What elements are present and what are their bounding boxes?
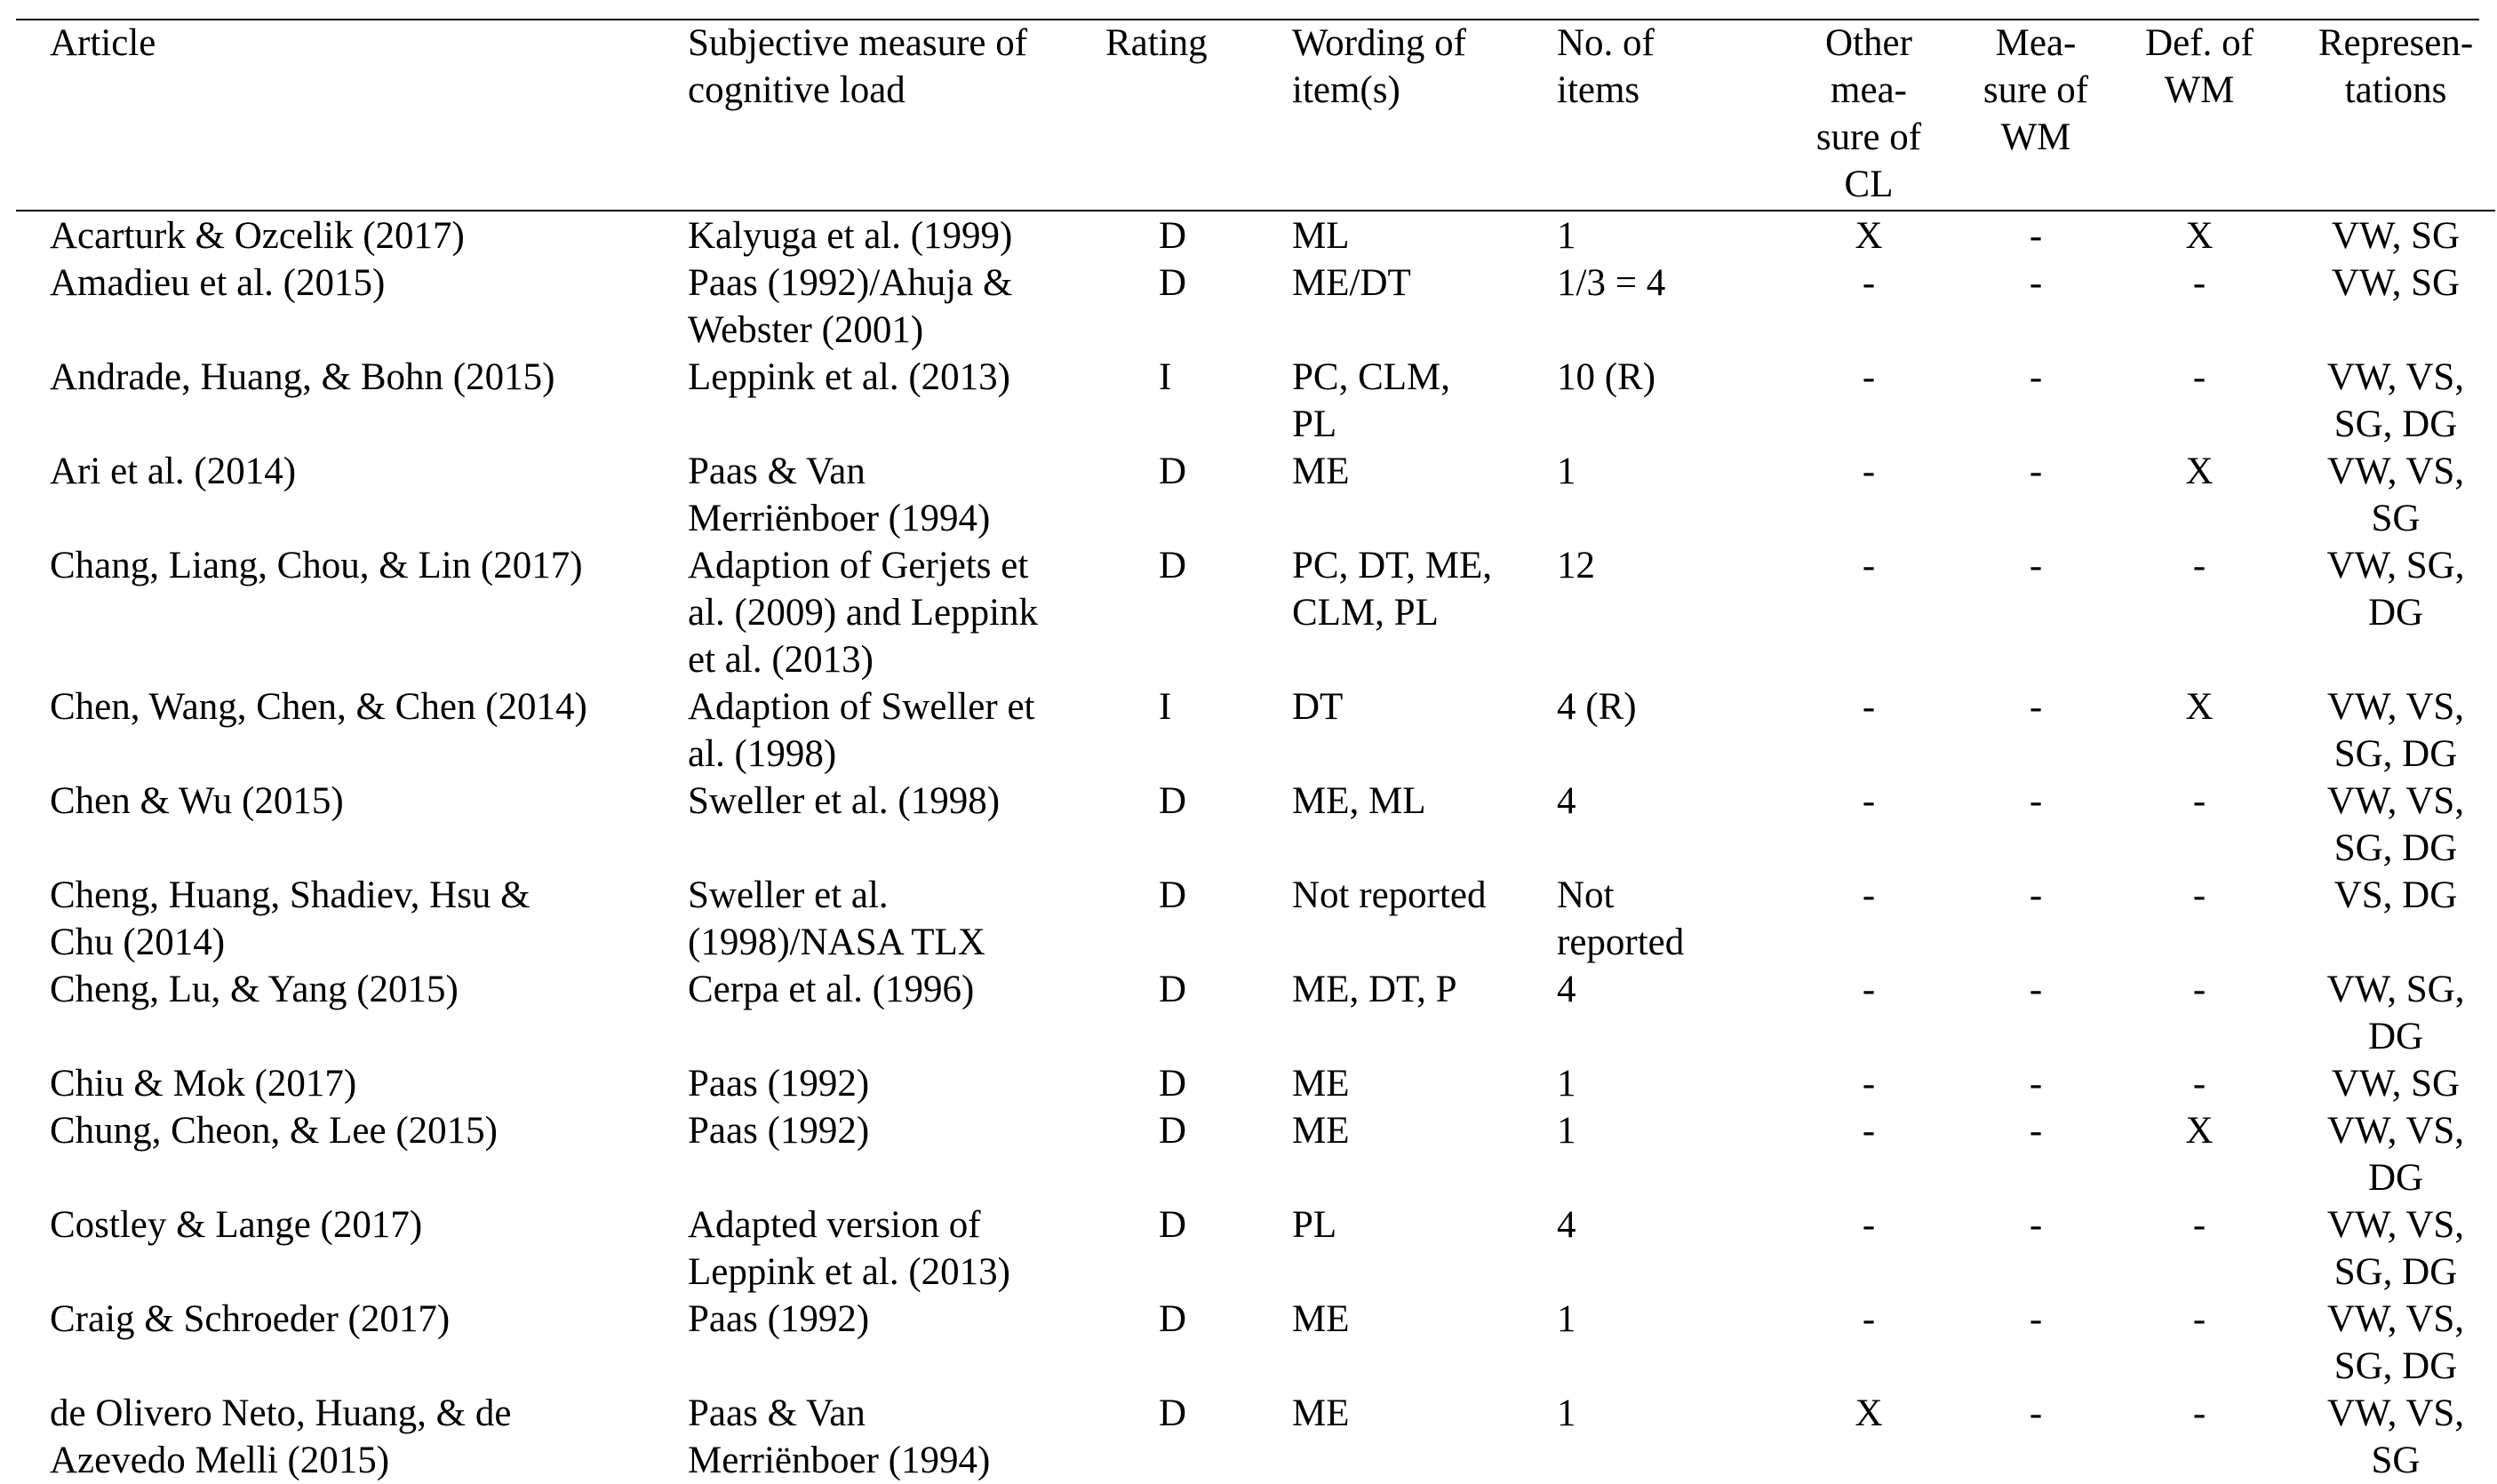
cell-article: Craig & Schroeder (2017) bbox=[50, 1298, 451, 1340]
studies-table bbox=[16, 20, 2497, 1484]
cell-other-measure-cl: X bbox=[1855, 215, 1883, 257]
cell-wording: ME bbox=[1292, 1110, 1350, 1152]
cell-wording: ME, ML bbox=[1292, 780, 1426, 822]
cell-representations: VW, SG, DG bbox=[2326, 545, 2465, 634]
table-row bbox=[16, 448, 2497, 542]
table-row bbox=[16, 210, 2497, 259]
cell-other-measure-cl: - bbox=[1862, 545, 1876, 586]
table-row bbox=[16, 966, 2497, 1060]
cell-no-of-items: 4 (R) bbox=[1557, 686, 1637, 728]
cell-other-measure-cl: X bbox=[1855, 1392, 1883, 1434]
cell-def-wm: - bbox=[2192, 545, 2206, 586]
cell-measure-wm: - bbox=[2029, 356, 2043, 398]
cell-measure-wm: - bbox=[2029, 1110, 2043, 1152]
cell-measure-wm: - bbox=[2029, 969, 2043, 1010]
cell-subjective-measure: Kalyuga et al. (1999) bbox=[688, 215, 1013, 257]
cell-other-measure-cl: - bbox=[1862, 262, 1876, 304]
cell-other-measure-cl: - bbox=[1862, 1110, 1876, 1152]
cell-rating: D bbox=[1159, 1204, 1187, 1246]
cell-other-measure-cl: - bbox=[1862, 1204, 1876, 1246]
cell-representations: VW, VS, SG bbox=[2326, 1392, 2465, 1481]
cell-representations: VS, DG bbox=[2333, 874, 2458, 916]
table-row bbox=[16, 683, 2497, 778]
header-measure-wm: Mea- sure of WM bbox=[1982, 22, 2089, 158]
cell-no-of-items: 1 bbox=[1557, 1298, 1576, 1340]
cell-measure-wm: - bbox=[2029, 1204, 2043, 1246]
table-row bbox=[16, 354, 2497, 448]
cell-article: Chen, Wang, Chen, & Chen (2014) bbox=[50, 686, 587, 728]
cell-rating: D bbox=[1159, 262, 1187, 304]
cell-subjective-measure: Cerpa et al. (1996) bbox=[688, 969, 975, 1010]
cell-rating: I bbox=[1159, 356, 1172, 398]
table-row bbox=[16, 1201, 2497, 1296]
cell-article: Ari et al. (2014) bbox=[50, 451, 297, 492]
cell-article: Cheng, Huang, Shadiev, Hsu & Chu (2014) bbox=[50, 874, 531, 963]
cell-no-of-items: 12 bbox=[1557, 545, 1595, 586]
cell-measure-wm: - bbox=[2029, 1063, 2043, 1105]
cell-subjective-measure: Adapted version of Leppink et al. (2013) bbox=[688, 1204, 1011, 1293]
cell-def-wm: - bbox=[2192, 874, 2206, 916]
cell-no-of-items: 1 bbox=[1557, 215, 1576, 257]
cell-no-of-items: 1 bbox=[1557, 1110, 1576, 1152]
cell-subjective-measure: Paas (1992) bbox=[688, 1298, 870, 1340]
cell-rating: I bbox=[1159, 686, 1172, 728]
cell-measure-wm: - bbox=[2029, 1392, 2043, 1434]
cell-def-wm: X bbox=[2185, 451, 2214, 492]
cell-subjective-measure: Paas & Van Merriënboer (1994) bbox=[688, 451, 991, 539]
cell-no-of-items: 1/3 = 4 bbox=[1557, 262, 1666, 304]
cell-wording: PC, CLM, PL bbox=[1292, 356, 1451, 445]
cell-representations: VW, VS, SG, DG bbox=[2326, 686, 2465, 775]
cell-other-measure-cl: - bbox=[1862, 874, 1876, 916]
cell-def-wm: - bbox=[2192, 262, 2206, 304]
cell-subjective-measure: Leppink et al. (2013) bbox=[688, 356, 1011, 398]
cell-def-wm: - bbox=[2192, 969, 2206, 1010]
cell-rating: D bbox=[1159, 545, 1187, 586]
cell-rating: D bbox=[1159, 1063, 1187, 1105]
cell-wording: ME bbox=[1292, 451, 1350, 492]
cell-wording: ME bbox=[1292, 1063, 1350, 1105]
cell-representations: VW, VS, SG, DG bbox=[2326, 780, 2465, 869]
cell-rating: D bbox=[1159, 1298, 1187, 1340]
cell-rating: D bbox=[1159, 1392, 1187, 1434]
cell-measure-wm: - bbox=[2029, 451, 2043, 492]
cell-no-of-items: Not reported bbox=[1557, 874, 1685, 963]
cell-other-measure-cl: - bbox=[1862, 780, 1876, 822]
cell-measure-wm: - bbox=[2029, 1298, 2043, 1340]
cell-representations: VW, SG, DG bbox=[2326, 969, 2465, 1057]
cell-subjective-measure: Sweller et al. (1998)/NASA TLX bbox=[688, 874, 985, 963]
cell-other-measure-cl: - bbox=[1862, 686, 1876, 728]
cell-wording: PC, DT, ME, CLM, PL bbox=[1292, 545, 1492, 634]
cell-no-of-items: 10 (R) bbox=[1557, 356, 1656, 398]
table-body bbox=[16, 210, 2497, 1484]
cell-wording: ME bbox=[1292, 1392, 1350, 1434]
header-subjective-measure: Subjective measure of cognitive load bbox=[688, 22, 1028, 111]
cell-wording: ME/DT bbox=[1292, 262, 1411, 304]
cell-subjective-measure: Paas (1992) bbox=[688, 1063, 870, 1105]
cell-wording: ME, DT, P bbox=[1292, 969, 1457, 1010]
cell-measure-wm: - bbox=[2029, 545, 2043, 586]
table-row bbox=[16, 259, 2497, 354]
cell-article: Chung, Cheon, & Lee (2015) bbox=[50, 1110, 498, 1152]
cell-other-measure-cl: - bbox=[1862, 1063, 1876, 1105]
cell-def-wm: - bbox=[2192, 1298, 2206, 1340]
header-article: Article bbox=[50, 22, 156, 64]
header-representations: Represen- tations bbox=[2318, 22, 2474, 111]
cell-subjective-measure: Adaption of Sweller et al. (1998) bbox=[688, 686, 1035, 775]
cell-subjective-measure: Paas (1992)/Ahuja & Webster (2001) bbox=[688, 262, 1013, 351]
cell-representations: VW, SG bbox=[2331, 262, 2461, 304]
cell-subjective-measure: Paas (1992) bbox=[688, 1110, 870, 1152]
cell-no-of-items: 4 bbox=[1557, 780, 1576, 822]
cell-subjective-measure: Sweller et al. (1998) bbox=[688, 780, 1001, 822]
cell-representations: VW, VS, SG, DG bbox=[2326, 1204, 2465, 1293]
cell-measure-wm: - bbox=[2029, 262, 2043, 304]
table-row bbox=[16, 1107, 2497, 1201]
cell-def-wm: - bbox=[2192, 1392, 2206, 1434]
cell-article: de Olivero Neto, Huang, & de Azevedo Melli (2015) bbox=[50, 1392, 512, 1481]
cell-def-wm: - bbox=[2192, 356, 2206, 398]
cell-rating: D bbox=[1159, 969, 1187, 1010]
table-row bbox=[16, 1390, 2497, 1484]
table-row bbox=[16, 778, 2497, 872]
cell-def-wm: - bbox=[2192, 1063, 2206, 1105]
cell-representations: VW, VS, DG bbox=[2326, 1110, 2465, 1199]
cell-article: Amadieu et al. (2015) bbox=[50, 262, 386, 304]
cell-measure-wm: - bbox=[2029, 874, 2043, 916]
cell-def-wm: - bbox=[2192, 1204, 2206, 1246]
header-no-of-items: No. of items bbox=[1557, 22, 1655, 111]
cell-article: Cheng, Lu, & Yang (2015) bbox=[50, 969, 459, 1010]
cell-article: Andrade, Huang, & Bohn (2015) bbox=[50, 356, 555, 398]
cell-no-of-items: 4 bbox=[1557, 969, 1576, 1010]
cell-rating: D bbox=[1159, 780, 1187, 822]
cell-rating: D bbox=[1159, 1110, 1187, 1152]
cell-subjective-measure: Adaption of Gerjets et al. (2009) and Leppink et al. (2013) bbox=[688, 545, 1039, 681]
cell-measure-wm: - bbox=[2029, 686, 2043, 728]
cell-other-measure-cl: - bbox=[1862, 969, 1876, 1010]
table-row bbox=[16, 1060, 2497, 1107]
cell-rating: D bbox=[1159, 215, 1187, 257]
cell-wording: ME bbox=[1292, 1298, 1350, 1340]
cell-article: Chiu & Mok (2017) bbox=[50, 1063, 357, 1105]
cell-wording: Not reported bbox=[1292, 874, 1487, 916]
cell-def-wm: X bbox=[2185, 1110, 2214, 1152]
table-header bbox=[16, 20, 2497, 210]
cell-def-wm: X bbox=[2185, 686, 2214, 728]
header-rating: Rating bbox=[1105, 22, 1208, 64]
cell-rating: D bbox=[1159, 874, 1187, 916]
cell-wording: PL bbox=[1292, 1204, 1337, 1246]
cell-no-of-items: 1 bbox=[1557, 451, 1576, 492]
header-other-measure-cl: Other mea- sure of CL bbox=[1815, 22, 1922, 205]
cell-other-measure-cl: - bbox=[1862, 451, 1876, 492]
cell-article: Costley & Lange (2017) bbox=[50, 1204, 423, 1246]
header-row bbox=[16, 20, 2497, 210]
cell-rating: D bbox=[1159, 451, 1187, 492]
cell-representations: VW, SG bbox=[2331, 1063, 2461, 1105]
cell-other-measure-cl: - bbox=[1862, 1298, 1876, 1340]
table-row bbox=[16, 1296, 2497, 1390]
table-row bbox=[16, 542, 2497, 683]
cell-representations: VW, SG bbox=[2331, 215, 2461, 257]
cell-article: Chang, Liang, Chou, & Lin (2017) bbox=[50, 545, 583, 586]
cell-no-of-items: 1 bbox=[1557, 1063, 1576, 1105]
cell-measure-wm: - bbox=[2029, 215, 2043, 257]
header-def-wm: Def. of WM bbox=[2145, 22, 2254, 111]
cell-def-wm: X bbox=[2185, 215, 2214, 257]
table-row bbox=[16, 872, 2497, 966]
cell-no-of-items: 4 bbox=[1557, 1204, 1576, 1246]
header-wording: Wording of item(s) bbox=[1292, 22, 1466, 111]
cell-measure-wm: - bbox=[2029, 780, 2043, 822]
cell-subjective-measure: Paas & Van Merriënboer (1994) bbox=[688, 1392, 991, 1481]
cell-wording: ML bbox=[1292, 215, 1350, 257]
cell-wording: DT bbox=[1292, 686, 1344, 728]
cell-article: Chen & Wu (2015) bbox=[50, 780, 344, 822]
cell-representations: VW, VS, SG, DG bbox=[2326, 356, 2465, 445]
cell-def-wm: - bbox=[2192, 780, 2206, 822]
cell-representations: VW, VS, SG bbox=[2326, 451, 2465, 539]
cell-article: Acarturk & Ozcelik (2017) bbox=[50, 215, 465, 257]
cell-other-measure-cl: - bbox=[1862, 356, 1876, 398]
cell-no-of-items: 1 bbox=[1557, 1392, 1576, 1434]
cell-representations: VW, VS, SG, DG bbox=[2326, 1298, 2465, 1387]
